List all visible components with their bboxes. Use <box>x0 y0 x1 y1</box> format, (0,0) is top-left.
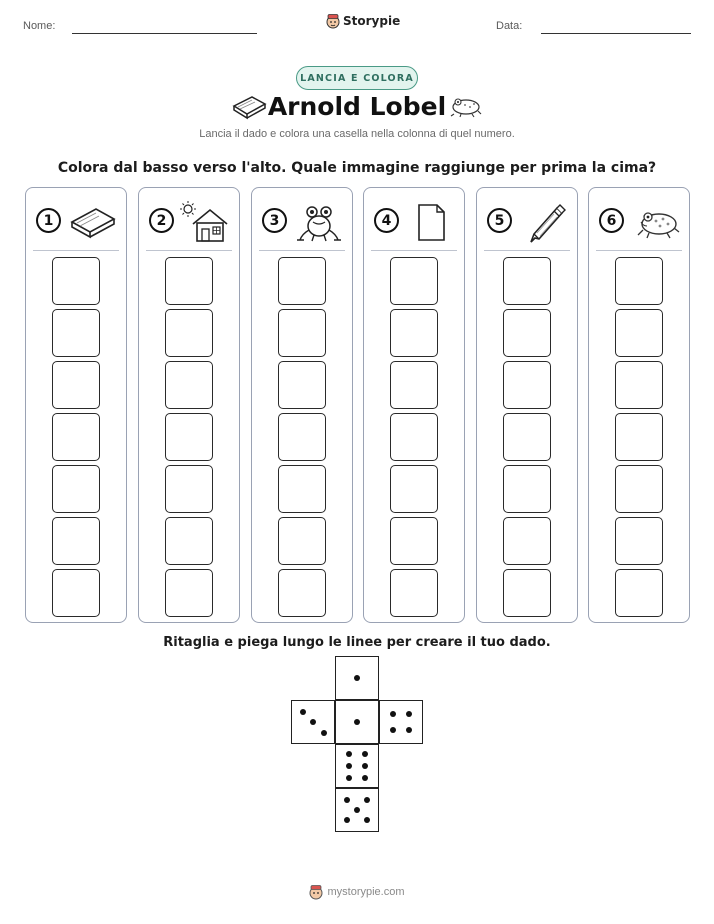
color-box[interactable] <box>615 569 663 617</box>
column-header <box>139 188 239 250</box>
color-box[interactable] <box>278 413 326 461</box>
color-box[interactable] <box>52 413 100 461</box>
toad-icon <box>448 94 482 118</box>
color-box[interactable] <box>615 257 663 305</box>
die-pip <box>406 711 412 717</box>
color-box[interactable] <box>165 361 213 409</box>
name-line <box>72 33 257 34</box>
die-pip <box>346 763 352 769</box>
color-box[interactable] <box>52 257 100 305</box>
die-pip <box>390 727 396 733</box>
book-icon <box>66 200 120 244</box>
storypie-mascot-icon <box>309 884 323 900</box>
race-column-3 <box>251 187 353 623</box>
column-divider <box>33 250 119 251</box>
column-divider <box>596 250 682 251</box>
die-face-1 <box>335 656 379 700</box>
toad-icon <box>629 200 683 244</box>
activity-badge: LANCIA E COLORA <box>296 66 418 90</box>
die-face-3 <box>291 700 335 744</box>
color-box[interactable] <box>52 569 100 617</box>
race-column-1 <box>25 187 127 623</box>
color-box[interactable] <box>390 257 438 305</box>
color-box[interactable] <box>52 517 100 565</box>
die-face-4 <box>379 700 423 744</box>
page-footer <box>0 884 714 900</box>
die-pip <box>344 817 350 823</box>
column-number: 5 <box>487 208 512 233</box>
date-line <box>541 33 691 34</box>
brand-name: Storypie <box>343 14 401 28</box>
footer-url: mystorypie.com <box>327 886 405 898</box>
die-pip <box>364 817 370 823</box>
die-pip <box>346 751 352 757</box>
die-pip <box>344 797 350 803</box>
color-box[interactable] <box>503 517 551 565</box>
date-label: Data: <box>496 20 523 32</box>
column-header <box>477 188 577 250</box>
frog-icon <box>292 200 346 244</box>
column-number: 1 <box>36 208 61 233</box>
brand-logo <box>326 13 400 29</box>
die-face-6 <box>335 744 379 788</box>
color-box[interactable] <box>165 309 213 357</box>
column-divider <box>146 250 232 251</box>
die-pip <box>362 763 368 769</box>
die-pip <box>354 675 360 681</box>
color-box[interactable] <box>52 309 100 357</box>
color-box[interactable] <box>165 517 213 565</box>
die-pip <box>362 775 368 781</box>
color-box[interactable] <box>390 465 438 513</box>
color-box[interactable] <box>390 309 438 357</box>
color-box[interactable] <box>615 517 663 565</box>
die-pip <box>300 709 306 715</box>
color-box[interactable] <box>503 413 551 461</box>
die-pip <box>362 751 368 757</box>
column-divider <box>484 250 570 251</box>
color-box[interactable] <box>278 309 326 357</box>
house-icon <box>179 200 233 244</box>
storypie-mascot-icon <box>326 13 340 29</box>
column-header <box>589 188 689 250</box>
color-box[interactable] <box>52 361 100 409</box>
column-number: 6 <box>599 208 624 233</box>
die-pip <box>354 807 360 813</box>
race-column-2 <box>138 187 240 623</box>
page-header <box>0 0 714 50</box>
color-box[interactable] <box>615 413 663 461</box>
die-pip <box>310 719 316 725</box>
column-header <box>364 188 464 250</box>
race-column-4 <box>363 187 465 623</box>
die-pip <box>364 797 370 803</box>
color-box[interactable] <box>503 361 551 409</box>
color-box[interactable] <box>615 465 663 513</box>
column-divider <box>259 250 345 251</box>
race-column-5 <box>476 187 578 623</box>
color-box[interactable] <box>390 361 438 409</box>
color-box[interactable] <box>165 465 213 513</box>
color-box[interactable] <box>503 309 551 357</box>
die-pip <box>354 719 360 725</box>
column-number: 2 <box>149 208 174 233</box>
color-box[interactable] <box>503 465 551 513</box>
color-box[interactable] <box>503 569 551 617</box>
die-face-5 <box>335 788 379 832</box>
color-box[interactable] <box>278 257 326 305</box>
color-box[interactable] <box>390 517 438 565</box>
column-divider <box>371 250 457 251</box>
color-box[interactable] <box>615 361 663 409</box>
color-box[interactable] <box>615 309 663 357</box>
color-box[interactable] <box>390 569 438 617</box>
color-box[interactable] <box>165 413 213 461</box>
column-header <box>252 188 352 250</box>
column-header <box>26 188 126 250</box>
cut-instruction: Ritaglia e piega lungo le linee per creare il tuo dado. <box>163 635 551 650</box>
color-box[interactable] <box>165 257 213 305</box>
color-box[interactable] <box>278 517 326 565</box>
page-title: Arnold Lobel <box>267 92 447 121</box>
column-number: 3 <box>262 208 287 233</box>
die-pip <box>321 730 327 736</box>
page-subtitle: Lancia il dado e colora una casella nella colonna di quel numero. <box>199 128 515 140</box>
column-number: 4 <box>374 208 399 233</box>
color-box[interactable] <box>390 413 438 461</box>
race-column-6 <box>588 187 690 623</box>
die-face-1 <box>335 700 379 744</box>
die-pip <box>390 711 396 717</box>
die-pip <box>406 727 412 733</box>
color-box[interactable] <box>503 257 551 305</box>
name-label: Nome: <box>23 20 56 32</box>
paper-icon <box>404 200 458 244</box>
die-pip <box>346 775 352 781</box>
color-box[interactable] <box>278 465 326 513</box>
race-instruction: Colora dal basso verso l'alto. Quale immagine raggiunge per prima la cima? <box>57 160 657 176</box>
color-box[interactable] <box>278 361 326 409</box>
color-box[interactable] <box>52 465 100 513</box>
color-box[interactable] <box>165 569 213 617</box>
pencil-icon <box>517 200 571 244</box>
color-box[interactable] <box>278 569 326 617</box>
